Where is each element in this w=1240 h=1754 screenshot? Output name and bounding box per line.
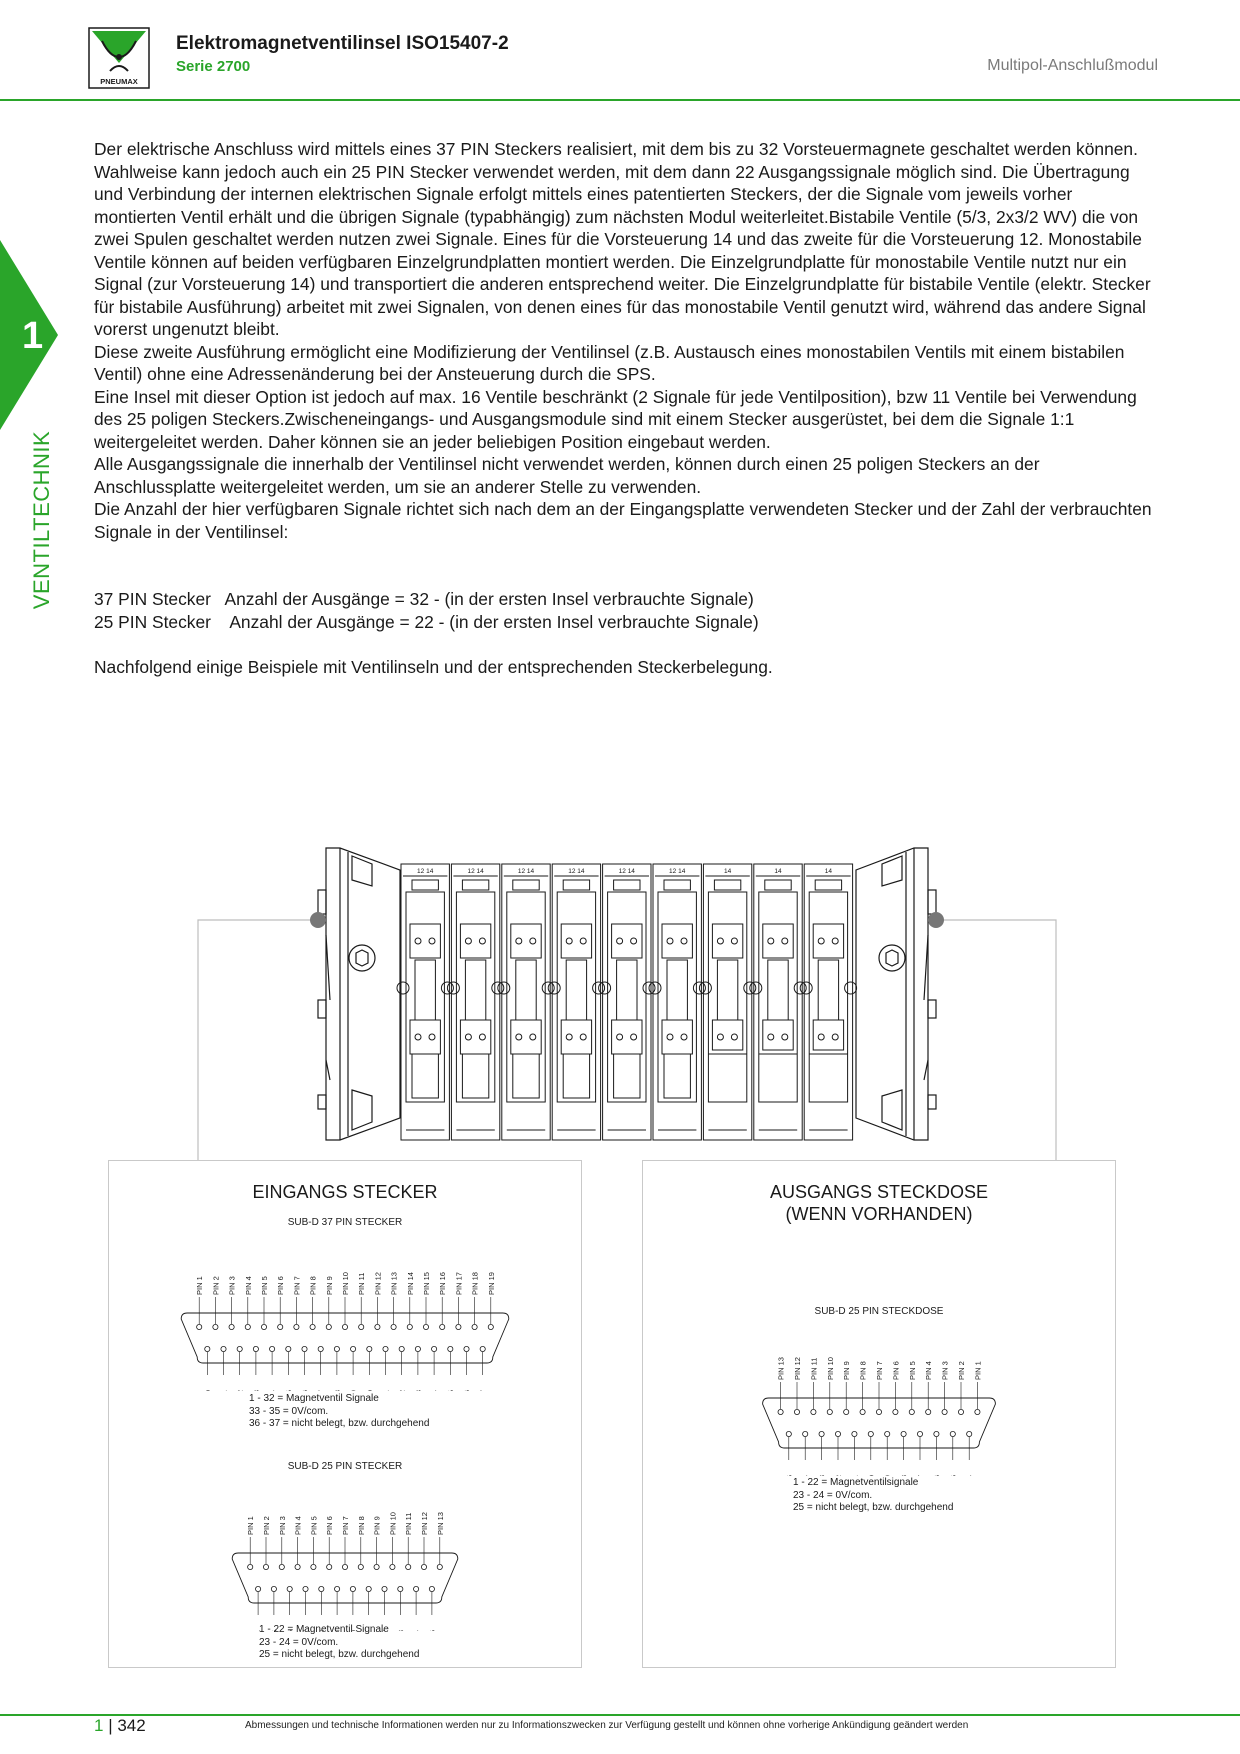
pin-label bbox=[428, 1630, 437, 1631]
legend-line: 1 - 32 = Magnetventil Signale bbox=[249, 1393, 379, 1404]
pin-count-lines bbox=[94, 588, 759, 633]
pin-contact bbox=[270, 1346, 275, 1351]
pin-contact bbox=[811, 1409, 816, 1414]
valve-module bbox=[548, 864, 604, 1140]
paragraph: Diese zweite Ausführung ermöglicht eine Modifizierung der Ventilinsel (z.B. Austausch eines monostabilen Ventils mit einem bistabilen Ventil) ohne eine Adressenänderung bei der Ansteuerung durch die SPS. bbox=[94, 341, 1125, 384]
series-label: Serie 2700 bbox=[176, 58, 251, 75]
pin-label: PIN 5 bbox=[260, 1276, 269, 1295]
pin-contact bbox=[391, 1324, 396, 1329]
pin-contact bbox=[359, 1324, 364, 1329]
sub-d-37-connector bbox=[109, 1251, 581, 1391]
pin-label bbox=[301, 1390, 310, 1391]
pin-contact bbox=[366, 1586, 371, 1591]
pin-label: PIN 4 bbox=[924, 1361, 934, 1380]
pin-label bbox=[949, 1475, 958, 1476]
legend-line: 1 - 22 = Magnetventil Signale bbox=[259, 1624, 389, 1635]
legend-line: 1 - 22 = Magnetventilsignale bbox=[793, 1477, 919, 1488]
legend-line: 25 = nicht belegt, bzw. durchgehend bbox=[259, 1649, 420, 1660]
sub-d-25-legend bbox=[259, 1624, 419, 1662]
pin-contact bbox=[893, 1409, 898, 1414]
valve-position-label: 14 bbox=[824, 868, 833, 875]
pin-label bbox=[801, 1475, 810, 1476]
pin-label bbox=[365, 1390, 374, 1391]
pin-label: PIN 19 bbox=[486, 1272, 496, 1295]
sub-d-25-socket-title: SUB-D 25 PIN STECKDOSE bbox=[814, 1306, 944, 1317]
pin-label: PIN 8 bbox=[356, 1516, 366, 1535]
pin-contact bbox=[868, 1431, 873, 1436]
pin-contact bbox=[221, 1346, 226, 1351]
pin-contact bbox=[917, 1431, 922, 1436]
pin-label: PIN 6 bbox=[325, 1516, 335, 1535]
pin-label bbox=[414, 1390, 423, 1391]
paragraph: Der elektrische Anschluss wird mittels eines 37 PIN Steckers realisiert, mit dem bis zu 32 Vorsteuermagnete geschaltet werden können. Wahlweise kann jedoch auch ein 25 PIN Stecker verwendet werden, mit dem dann 22 Ausgangssignale möglich sind. Die Übertragung und Verbindung der internen elektrischen Signale erfolgt mittels eines patentierten Steckers, der die Signale vom jeweils vorher montierten Ventil erhält und die übrigen Signale (typabhängig) zum nächsten Modul weiterleitet.Bistabile Ventile (5/3, 2x3/2 WV) die von zwei Spulen geschaltet werden nutzen zwei Signale. Eines für die Vorsteuerung 14 und das zweite für die Vorsteuerung 12. Monostabile Ventile können auf beiden verfügbaren Einzelgrundplatten montiert werden. Die Einzelgrundplatte für monostabile Ventile nutzt nur ein Signal (zur Vorsteuerung 14) und transportiert die anderen entsprechend weiter. Die Einzelgrundplatte für bistabile Ventile (elektr. Stecker für bistabile Ausführung) arbeitet mit zwei Signalen, von denen eines für das monostabile Ventil genutzt wird, während das andere Signal vorerst ungenutzt bleibt. bbox=[94, 139, 1151, 339]
pin-contact bbox=[885, 1431, 890, 1436]
pin-label bbox=[333, 1390, 342, 1391]
paragraph: Eine Insel mit dieser Option ist jedoch auf max. 16 Ventile beschränkt (2 Signale für jede Ventilposition), bzw 11 Ventile bei Verwendung des 25 poligen Steckers.Zwischeneingangs- und Ausgangsmodule sind mit einem Stecker ausgerüstet, bei dem die Signale 1:1 weitergeleitet werden. Daher können sie an jeder beliebigen Position eingebaut werden. bbox=[94, 386, 1137, 452]
valve-modules bbox=[397, 864, 857, 1140]
sub-d-25-socket-legend bbox=[793, 1477, 953, 1515]
pin-contact bbox=[263, 1564, 268, 1569]
pin-contact bbox=[421, 1564, 426, 1569]
pneumax-logo bbox=[88, 27, 150, 89]
pin-contact bbox=[967, 1431, 972, 1436]
pin-contact bbox=[390, 1564, 395, 1569]
pin-label: PIN 16 bbox=[438, 1272, 448, 1295]
pin-label bbox=[203, 1390, 212, 1391]
valve-position-label: 12 14 bbox=[517, 868, 535, 875]
pin-label: PIN 4 bbox=[293, 1516, 303, 1535]
sub-d-25-title: SUB-D 25 PIN STECKER bbox=[287, 1461, 403, 1472]
pin-contact bbox=[326, 1324, 331, 1329]
pin-label bbox=[398, 1390, 407, 1391]
pin-label: PIN 9 bbox=[842, 1361, 852, 1380]
page-ref: 342 bbox=[117, 1716, 146, 1735]
pin-contact bbox=[256, 1586, 261, 1591]
pin-contact bbox=[876, 1409, 881, 1414]
valve-position-label: 12 14 bbox=[568, 868, 585, 875]
pin-label: PIN 1 bbox=[195, 1276, 205, 1295]
pin-contact bbox=[415, 1346, 420, 1351]
pin-contact bbox=[488, 1324, 493, 1329]
pin-label bbox=[965, 1475, 974, 1476]
pin-label: PIN 10 bbox=[825, 1357, 835, 1380]
pin-label: PIN 5 bbox=[907, 1361, 917, 1380]
sub-d-37-title: SUB-D 37 PIN STECKER bbox=[287, 1217, 403, 1228]
pin-label: PIN 18 bbox=[470, 1272, 480, 1295]
pin-contact bbox=[261, 1324, 266, 1329]
pin-label bbox=[834, 1475, 843, 1476]
pin-contact bbox=[358, 1564, 363, 1569]
pin-label bbox=[479, 1390, 488, 1391]
valve-module bbox=[800, 864, 856, 1140]
page-number: 1 | 342 bbox=[94, 1716, 146, 1735]
pin-label: PIN 5 bbox=[309, 1516, 319, 1535]
pin-contact bbox=[342, 1324, 347, 1329]
valve-module bbox=[397, 864, 453, 1140]
pin-contact bbox=[197, 1324, 202, 1329]
pin-label: PIN 12 bbox=[793, 1357, 802, 1380]
legend-line: 23 - 24 = 0V/com. bbox=[793, 1489, 873, 1501]
pin-contact bbox=[794, 1409, 799, 1414]
valve-position-label: 12 14 bbox=[618, 868, 635, 875]
pin-contact bbox=[819, 1431, 824, 1436]
pin-contact bbox=[205, 1346, 210, 1351]
pin-contact bbox=[310, 1324, 315, 1329]
chapter-ref: 1 bbox=[94, 1716, 104, 1735]
output-panel-subtitle: (WENN VORHANDEN) bbox=[785, 1204, 973, 1224]
pin-label: PIN 13 bbox=[776, 1357, 786, 1380]
pin-contact bbox=[406, 1564, 411, 1569]
valve-position-label: 14 bbox=[723, 868, 732, 875]
pin-label bbox=[284, 1390, 293, 1391]
output-panel-title: AUSGANGS STECKDOSE bbox=[769, 1182, 989, 1202]
pin-label bbox=[220, 1390, 229, 1391]
body-text bbox=[94, 138, 1154, 543]
pin-line-37: 37 PIN Stecker Anzahl der Ausgänge = 32 - (in der ersten Insel verbrauchte Signale) bbox=[94, 589, 754, 609]
pin-contact bbox=[245, 1324, 250, 1329]
logo-text: PNEUMAX bbox=[100, 77, 138, 86]
pin-label bbox=[850, 1475, 859, 1476]
pin-label: PIN 2 bbox=[211, 1276, 221, 1295]
pin-label: PIN 3 bbox=[227, 1276, 237, 1295]
pin-label bbox=[818, 1475, 827, 1476]
pin-label bbox=[883, 1475, 892, 1476]
pin-contact bbox=[429, 1586, 434, 1591]
pin-label: PIN 11 bbox=[809, 1357, 819, 1380]
pin-contact bbox=[294, 1324, 299, 1329]
pin-label bbox=[867, 1475, 876, 1476]
pin-label bbox=[252, 1390, 261, 1391]
pin-label: PIN 3 bbox=[940, 1361, 950, 1380]
pin-contact bbox=[237, 1346, 242, 1351]
section-title: Multipol-Anschlußmodul bbox=[987, 57, 1158, 74]
pin-contact bbox=[334, 1346, 339, 1351]
pin-label: PIN 15 bbox=[422, 1272, 431, 1295]
pin-contact bbox=[399, 1346, 404, 1351]
pin-label bbox=[900, 1475, 909, 1476]
pin-label: PIN 12 bbox=[420, 1512, 429, 1535]
pin-contact bbox=[464, 1346, 469, 1351]
pin-label: PIN 10 bbox=[388, 1512, 398, 1535]
pin-contact bbox=[253, 1346, 258, 1351]
pin-contact bbox=[958, 1409, 963, 1414]
pin-contact bbox=[456, 1324, 461, 1329]
valve-module bbox=[750, 864, 806, 1140]
pin-label bbox=[317, 1390, 326, 1391]
pin-contact bbox=[248, 1564, 253, 1569]
pin-contact bbox=[286, 1346, 291, 1351]
pin-contact bbox=[778, 1409, 783, 1414]
pin-contact bbox=[287, 1586, 292, 1591]
pin-contact bbox=[901, 1431, 906, 1436]
pin-contact bbox=[827, 1409, 832, 1414]
pin-contact bbox=[942, 1409, 947, 1414]
pin-contact bbox=[335, 1586, 340, 1591]
pin-label: PIN 13 bbox=[389, 1272, 399, 1295]
pin-label bbox=[430, 1390, 439, 1391]
pin-contact bbox=[278, 1324, 283, 1329]
pin-contact bbox=[351, 1346, 356, 1351]
pin-contact bbox=[407, 1324, 412, 1329]
pin-label bbox=[785, 1475, 794, 1476]
pin-label: PIN 10 bbox=[341, 1272, 350, 1295]
valve-position-label: 12 14 bbox=[467, 868, 484, 875]
pin-contact bbox=[786, 1431, 791, 1436]
pin-label: PIN 3 bbox=[277, 1516, 287, 1535]
pin-label bbox=[268, 1390, 277, 1391]
pin-contact bbox=[311, 1564, 316, 1569]
document-title: Elektromagnetventilinsel ISO15407-2 bbox=[176, 33, 509, 54]
header-rule bbox=[0, 99, 1240, 101]
pin-label: PIN 11 bbox=[404, 1512, 414, 1535]
pin-contact bbox=[437, 1564, 442, 1569]
legend-line: 25 = nicht belegt, bzw. durchgehend bbox=[793, 1502, 954, 1513]
paragraph: Alle Ausgangssignale die innerhalb der Ventilinsel nicht verwendet werden, können durch einen 25 poligen Steckers an der Anschlussplatte weitergeleitet werden, um sie an anderer Stelle zu verwenden. bbox=[94, 454, 1040, 497]
pin-contact bbox=[934, 1431, 939, 1436]
pin-label: PIN 13 bbox=[435, 1512, 445, 1535]
sub-d-37-legend bbox=[249, 1393, 429, 1431]
legend-line: 36 - 37 = nicht belegt, bzw. durchgehend bbox=[249, 1418, 430, 1429]
chapter-label: VENTILTECHNIK bbox=[29, 430, 54, 610]
pin-label bbox=[916, 1475, 925, 1476]
pin-contact bbox=[398, 1586, 403, 1591]
pin-label: PIN 1 bbox=[973, 1361, 983, 1380]
pin-label: PIN 11 bbox=[357, 1272, 367, 1295]
pin-contact bbox=[975, 1409, 980, 1414]
pin-contact bbox=[375, 1324, 380, 1329]
pin-contact bbox=[342, 1564, 347, 1569]
input-connector-panel bbox=[108, 1160, 582, 1668]
pin-contact bbox=[440, 1324, 445, 1329]
valve-module bbox=[649, 864, 705, 1140]
pin-contact bbox=[374, 1564, 379, 1569]
pin-label: PIN 9 bbox=[372, 1516, 382, 1535]
valve-module bbox=[498, 864, 554, 1140]
pin-contact bbox=[860, 1409, 865, 1414]
valve-module bbox=[447, 864, 503, 1140]
pin-contact bbox=[432, 1346, 437, 1351]
pin-contact bbox=[279, 1564, 284, 1569]
pin-contact bbox=[327, 1564, 332, 1569]
pin-label bbox=[236, 1390, 245, 1391]
pin-contact bbox=[472, 1324, 477, 1329]
pin-line-25: 25 PIN Stecker Anzahl der Ausgänge = 22 - (in der ersten Insel verbrauchte Signale) bbox=[94, 611, 759, 632]
pin-label: PIN 2 bbox=[262, 1516, 271, 1535]
pin-label: PIN 7 bbox=[292, 1276, 302, 1295]
pin-contact bbox=[835, 1431, 840, 1436]
pin-contact bbox=[448, 1346, 453, 1351]
valve-position-label: 12 14 bbox=[417, 868, 434, 875]
pin-label: PIN 7 bbox=[875, 1361, 884, 1380]
pin-contact bbox=[926, 1409, 931, 1414]
pin-contact bbox=[803, 1431, 808, 1436]
pin-contact bbox=[350, 1586, 355, 1591]
pin-contact bbox=[909, 1409, 914, 1414]
pin-contact bbox=[295, 1564, 300, 1569]
chapter-number: 1 bbox=[22, 315, 44, 357]
pin-contact bbox=[318, 1346, 323, 1351]
pin-label: PIN 6 bbox=[276, 1276, 286, 1295]
output-socket-panel bbox=[642, 1160, 1116, 1668]
sub-d-25-connector bbox=[109, 1491, 581, 1631]
pin-label: PIN 12 bbox=[373, 1272, 383, 1295]
pin-contact bbox=[950, 1431, 955, 1436]
pin-label: PIN 14 bbox=[405, 1272, 415, 1295]
footer-rule bbox=[0, 1714, 1240, 1716]
sub-d-25-socket bbox=[643, 1336, 1115, 1476]
pin-contact bbox=[271, 1586, 276, 1591]
pin-label bbox=[349, 1390, 358, 1391]
pin-contact bbox=[303, 1586, 308, 1591]
input-panel-title: EINGANGS STECKER bbox=[252, 1182, 438, 1202]
pin-contact bbox=[302, 1346, 307, 1351]
pin-contact bbox=[213, 1324, 218, 1329]
paragraph: Die Anzahl der hier verfügbaren Signale richtet sich nach dem an der Eingangsplatte verwendeten Stecker und der Zahl der verbrauchten Signale in der Ventilinsel: bbox=[94, 499, 1152, 542]
legend-line: 33 - 35 = 0V/com. bbox=[249, 1405, 329, 1417]
closing-sentence: Nachfolgend einige Beispiele mit Ventilinseln und der entsprechenden Steckerbelegung. bbox=[94, 657, 773, 677]
pin-contact bbox=[480, 1346, 485, 1351]
footer-disclaimer: Abmessungen und technische Informationen werden nur zu Informationszwecken zur Verfügung gestellt und können ohne vorherige Ankündigung geändert werden bbox=[245, 1720, 969, 1731]
valve-module bbox=[699, 864, 755, 1140]
pin-contact bbox=[852, 1431, 857, 1436]
pin-contact bbox=[319, 1586, 324, 1591]
pin-contact bbox=[414, 1586, 419, 1591]
pin-label: PIN 8 bbox=[308, 1276, 318, 1295]
pin-contact bbox=[423, 1324, 428, 1329]
valve-position-label: 14 bbox=[774, 868, 782, 875]
pin-contact bbox=[367, 1346, 372, 1351]
valve-module bbox=[599, 864, 655, 1140]
pin-label: PIN 7 bbox=[341, 1516, 350, 1535]
pin-label: PIN 9 bbox=[324, 1276, 334, 1295]
pin-label: PIN 6 bbox=[891, 1361, 901, 1380]
pin-contact bbox=[844, 1409, 849, 1414]
pin-contact bbox=[382, 1586, 387, 1591]
pin-contact bbox=[383, 1346, 388, 1351]
pin-label bbox=[446, 1390, 455, 1391]
valve-island-drawing bbox=[0, 840, 1240, 1170]
pin-label: PIN 1 bbox=[246, 1516, 256, 1535]
pin-label bbox=[932, 1475, 941, 1476]
pin-label bbox=[463, 1390, 472, 1391]
valve-position-label: 12 14 bbox=[669, 868, 686, 875]
legend-line: 23 - 24 = 0V/com. bbox=[259, 1636, 339, 1648]
pin-contact bbox=[229, 1324, 234, 1329]
pin-label: PIN 2 bbox=[957, 1361, 966, 1380]
pin-label: PIN 8 bbox=[858, 1361, 868, 1380]
pin-label: PIN 4 bbox=[243, 1276, 253, 1295]
pin-label bbox=[382, 1390, 391, 1391]
pin-label: PIN 17 bbox=[454, 1272, 464, 1295]
